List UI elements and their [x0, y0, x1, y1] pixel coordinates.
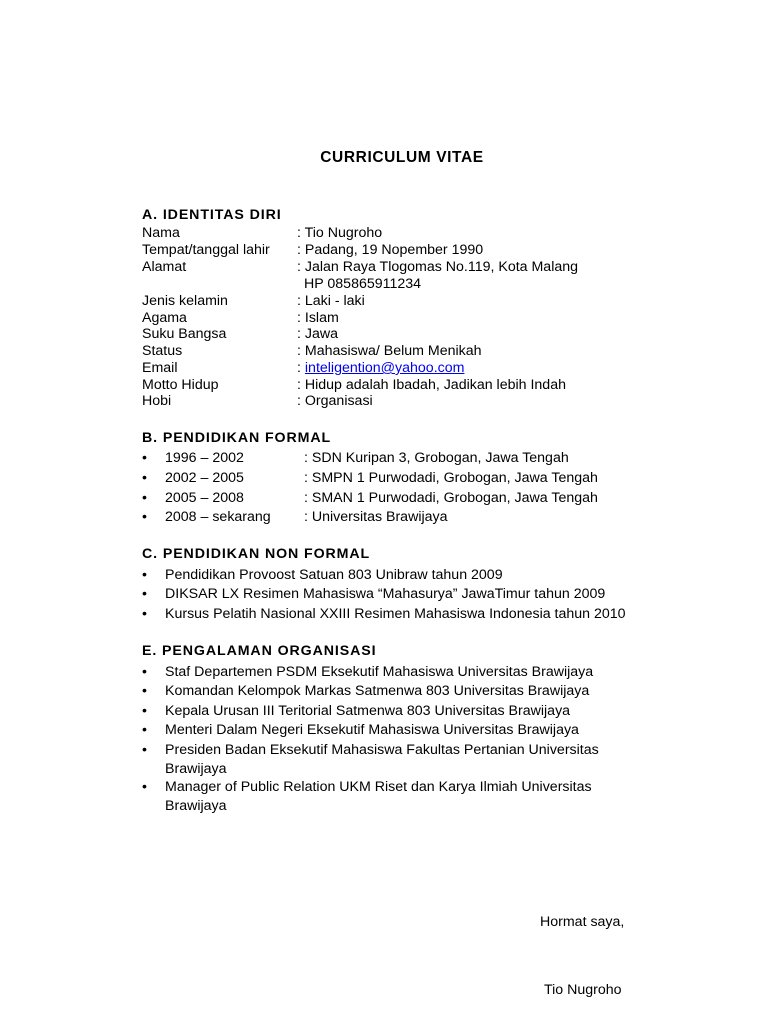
signature-name: Tio Nugroho: [544, 982, 622, 998]
section-heading-identitas: A. IDENTITAS DIRI: [142, 207, 282, 223]
bullet-icon: •: [142, 509, 147, 525]
bullet-icon: •: [142, 722, 147, 738]
email-colon: :: [297, 360, 301, 376]
identity-value: : Hidup adalah Ibadah, Jadikan lebih Indah: [297, 377, 566, 393]
bullet-icon: •: [142, 450, 147, 466]
list-item-text: Komandan Kelompok Markas Satmenwa 803 Universitas Brawijaya: [165, 683, 590, 699]
education-years: 2002 – 2005: [165, 470, 244, 486]
identity-label: Status: [142, 343, 183, 359]
identity-label: Motto Hidup: [142, 377, 219, 393]
list-item-text: Manager of Public Relation UKM Riset dan Karya Ilmiah Universitas Brawijaya: [165, 779, 592, 814]
bullet-icon: •: [142, 490, 147, 506]
bullet-icon: •: [142, 779, 147, 795]
section-heading-pengalaman: E. PENGALAMAN ORGANISASI: [142, 643, 377, 659]
identity-label: Tempat/tanggal lahir: [142, 242, 270, 258]
identity-value: : Jawa: [297, 326, 339, 342]
section-heading-pendidikan-formal: B. PENDIDIKAN FORMAL: [142, 430, 332, 446]
identity-label: Hobi: [142, 393, 172, 409]
email-link[interactable]: inteligention@yahoo.com: [304, 360, 465, 376]
list-item-text: Menteri Dalam Negeri Eksekutif Mahasiswa Universitas Brawijaya: [165, 722, 579, 738]
list-item-text: Presiden Badan Eksekutif Mahasiswa Fakultas Pertanian Universitas Brawijaya: [165, 742, 599, 777]
identity-value: : Laki - laki: [297, 293, 365, 309]
identity-value: : Islam: [297, 310, 339, 326]
identity-label: Nama: [142, 225, 180, 241]
bullet-icon: •: [142, 683, 147, 699]
bullet-icon: •: [142, 664, 147, 680]
list-item-text: Kepala Urusan III Teritorial Satmenwa 803 Universitas Brawijaya: [165, 703, 571, 719]
identity-label: Jenis kelamin: [142, 293, 228, 309]
bullet-icon: •: [142, 586, 147, 602]
list-item-text: Kursus Pelatih Nasional XXIII Resimen Mahasiswa Indonesia tahun 2010: [165, 606, 626, 622]
bullet-icon: •: [142, 470, 147, 486]
identity-value: [297, 360, 464, 377]
education-school: : SDN Kuripan 3, Grobogan, Jawa Tengah: [304, 450, 569, 466]
education-school: : Universitas Brawijaya: [304, 509, 448, 525]
identity-value: : Organisasi: [297, 393, 373, 409]
identity-label: Email: [142, 360, 178, 376]
identity-value: : Tio Nugroho: [297, 225, 383, 241]
list-item-text: Staf Departemen PSDM Eksekutif Mahasiswa Universitas Brawijaya: [165, 664, 594, 680]
education-years: 2008 – sekarang: [165, 509, 271, 525]
identity-label: Agama: [142, 310, 187, 326]
education-years: 2005 – 2008: [165, 490, 244, 506]
education-years: 1996 – 2002: [165, 450, 244, 466]
list-item-text: Pendidikan Provoost Satuan 803 Unibraw tahun 2009: [165, 567, 503, 583]
identity-label: Suku Bangsa: [142, 326, 227, 342]
identity-value: : Jalan Raya Tlogomas No.119, Kota Malang: [297, 259, 579, 275]
bullet-icon: •: [142, 567, 147, 583]
education-school: : SMPN 1 Purwodadi, Grobogan, Jawa Tengah: [304, 470, 598, 486]
education-school: : SMAN 1 Purwodadi, Grobogan, Jawa Tengah: [304, 490, 598, 506]
document-title: CURRICULUM VITAE: [320, 149, 484, 166]
identity-value: : Padang, 19 Nopember 1990: [297, 242, 484, 258]
bullet-icon: •: [142, 742, 147, 758]
section-heading-non-formal: C. PENDIDIKAN NON FORMAL: [142, 546, 371, 562]
bullet-icon: •: [142, 606, 147, 622]
identity-value: : Mahasiswa/ Belum Menikah: [297, 343, 482, 359]
closing-text: Hormat saya,: [540, 914, 625, 930]
list-item-text: DIKSAR LX Resimen Mahasiswa “Mahasurya” JawaTimur tahun 2009: [165, 586, 606, 602]
identity-value-phone: HP 085865911234: [304, 276, 422, 292]
identity-label: Alamat: [142, 259, 187, 275]
bullet-icon: •: [142, 703, 147, 719]
